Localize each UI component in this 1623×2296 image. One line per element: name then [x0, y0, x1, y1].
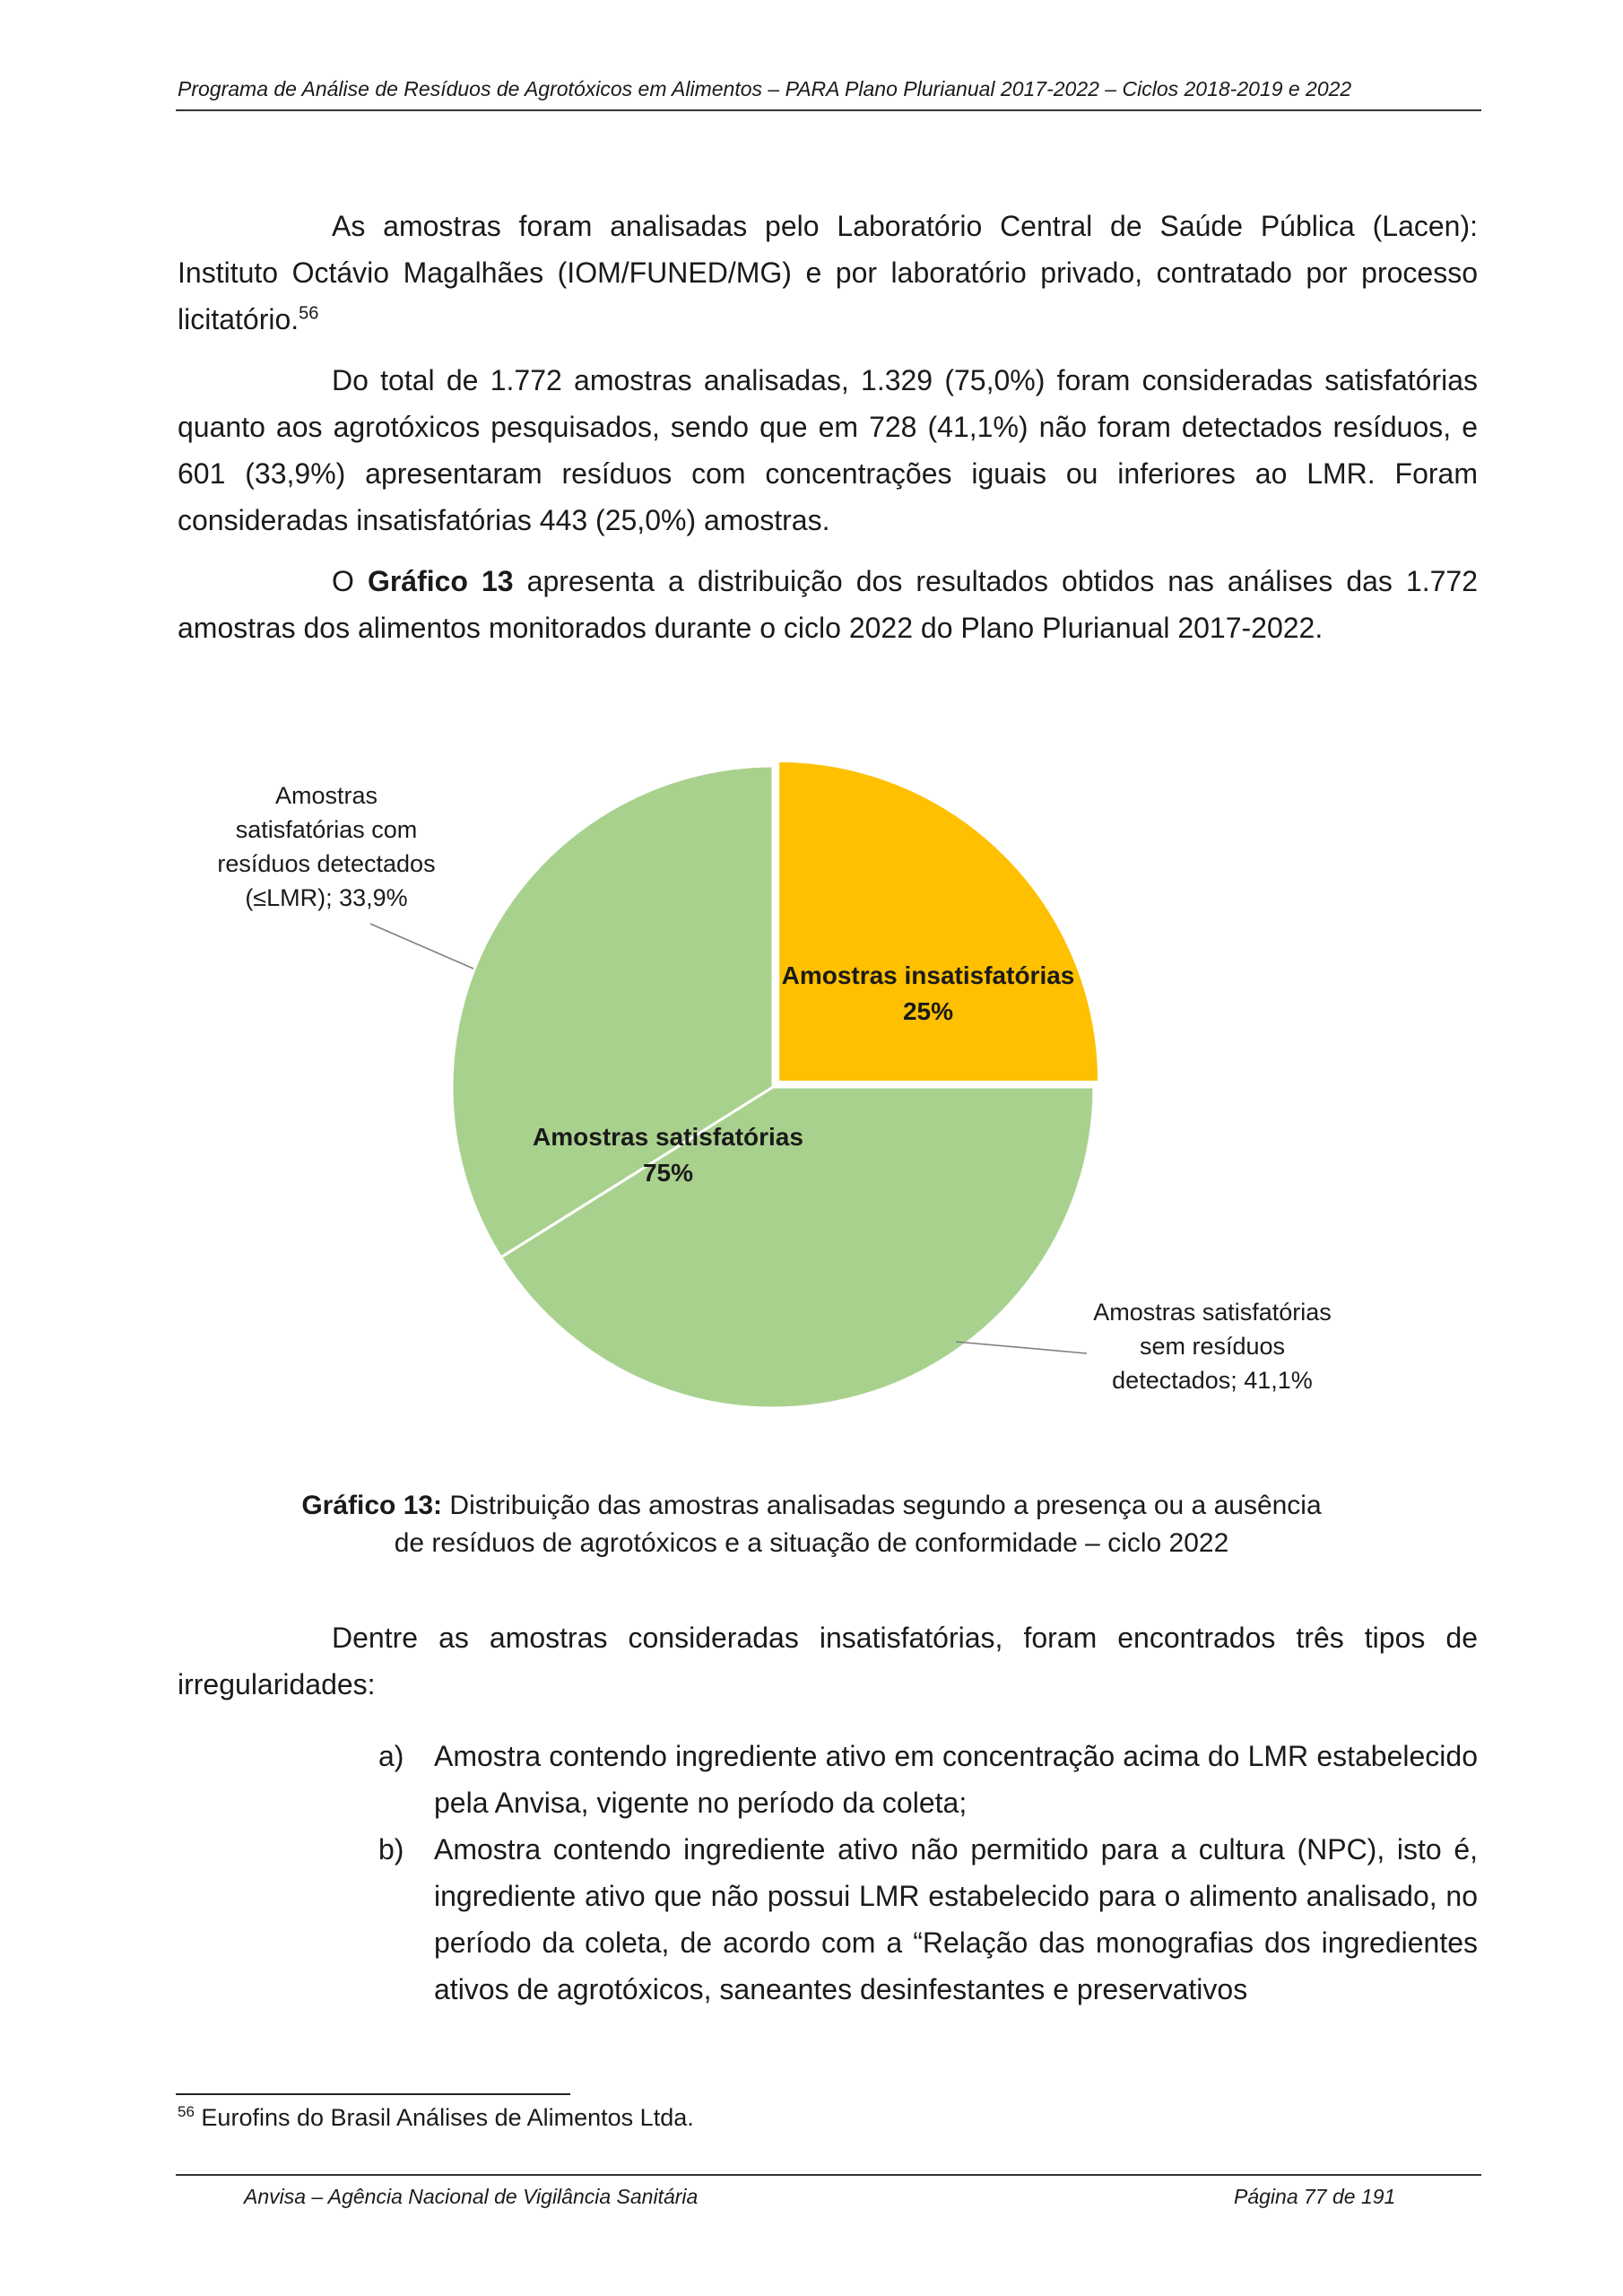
footer-divider: [176, 2174, 1481, 2176]
outer-label-com-line4: (≤LMR); 33,9%: [245, 884, 408, 911]
list-item: [378, 1826, 1478, 2013]
paragraph-grafico-intro-a: O: [332, 565, 368, 597]
outer-label-com-line3: resíduos detectados: [217, 850, 436, 877]
paragraph-grafico-intro-b: apresenta a distribuição dos resultados obtidos nas análises das 1.772 amostras dos alimentos monitorados durante o ciclo 2022 do Plano Plurianual 2017-2022.: [178, 565, 1479, 644]
footnote-divider: [176, 2093, 570, 2095]
outer-label-sem-line2: sem resíduos: [1139, 1333, 1286, 1360]
figure-caption: [215, 1487, 1408, 1562]
outer-label-com-line2: satisfatórias com: [235, 816, 418, 843]
footnote-text: Eurofins do Brasil Análises de Alimentos Ltda.: [194, 2104, 694, 2131]
outer-label-com-line1: Amostras: [274, 782, 378, 809]
leader-line-sem-residuos: [956, 1342, 1087, 1353]
pie-chart: [0, 744, 1623, 1453]
page-header: Programa de Análise de Resíduos de Agrotóxicos em Alimentos – PARA Plano Plurianual 2017-2022 – Ciclos 2018-2019 e 2022: [178, 77, 1352, 100]
list-item-text: Amostra contendo ingrediente ativo em concentração acima do LMR estabelecido pela Anvisa, vigente no período da coleta;: [434, 1740, 1478, 1819]
paragraph-laboratorios: [178, 203, 1478, 343]
caption-text-1: Distribuição das amostras analisadas segundo a presença ou a ausência: [442, 1491, 1322, 1520]
footnote: [178, 2104, 694, 2132]
caption-line1: [215, 1487, 1408, 1525]
outer-label-sem-residuos: [1093, 1299, 1332, 1394]
paragraph-totais: Do total de 1.772 amostras analisadas, 1.329 (75,0%) foram consideradas satisfatórias quanto aos agrotóxicos pesquisados, sendo que em 728 (41,1%) não foram detectados resíduos, e 601 (33,9%) apresentaram resíduos com concentrações iguais ou inferiores ao LMR. Foram consideradas insatisfatórias 443 (25,0%) amostras.: [178, 364, 1478, 536]
pie-chart-svg: [0, 744, 1623, 1453]
list-marker: b): [378, 1833, 404, 1866]
footer-agency: Anvisa – Agência Nacional de Vigilância Sanitária: [244, 2185, 699, 2208]
inner-label-sat-line2: 75%: [642, 1159, 694, 1187]
figure-reference: Gráfico 13: [367, 565, 514, 597]
list-item: [378, 1733, 1478, 1826]
footnote-reference[interactable]: 56: [299, 303, 319, 324]
inner-label-sat-line1: Amostras satisfatórias: [533, 1123, 803, 1151]
outer-label-sem-line1: Amostras satisfatórias: [1093, 1299, 1332, 1326]
inner-label-insat-line1: Amostras insatisfatórias: [781, 961, 1075, 989]
header-divider: [176, 109, 1481, 111]
list-item-text: Amostra contendo ingrediente ativo não permitido para a cultura (NPC), isto é, ingrediente ativo que não possui LMR estabelecido para o alimento analisado, no período da coleta, de acordo com a “Relação das monografias dos ingredientes ativos de agrotóxicos, saneantes desinfestantes e preservativos: [434, 1833, 1478, 2005]
inner-label-insat-line2: 25%: [902, 997, 954, 1025]
pie-slices: [452, 761, 1099, 1408]
irregularities-list: [378, 1733, 1478, 2013]
caption-label: Gráfico 13:: [301, 1491, 443, 1520]
page-number: Página 77 de 191: [1234, 2185, 1396, 2208]
leader-line-com-residuos: [370, 924, 473, 969]
paragraph-laboratorios-text: As amostras foram analisadas pelo Laboratório Central de Saúde Pública (Lacen): Instituto Octávio Magalhães (IOM/FUNED/MG) e por laboratório privado, contratado por processo licitatório.: [178, 210, 1478, 335]
list-marker: a): [378, 1740, 404, 1772]
pie-slice-insatisfatorias: [778, 761, 1099, 1082]
outer-label-com-residuos: [217, 782, 435, 911]
paragraph-irregularidades: Dentre as amostras consideradas insatisfatórias, foram encontrados três tipos de irregularidades:: [178, 1622, 1478, 1700]
caption-line2: de resíduos de agrotóxicos e a situação de conformidade – ciclo 2022: [394, 1528, 1229, 1558]
paragraph-grafico-intro: [178, 558, 1478, 651]
outer-label-sem-line3: detectados; 41,1%: [1112, 1367, 1313, 1394]
footnote-number: 56: [178, 2103, 195, 2120]
